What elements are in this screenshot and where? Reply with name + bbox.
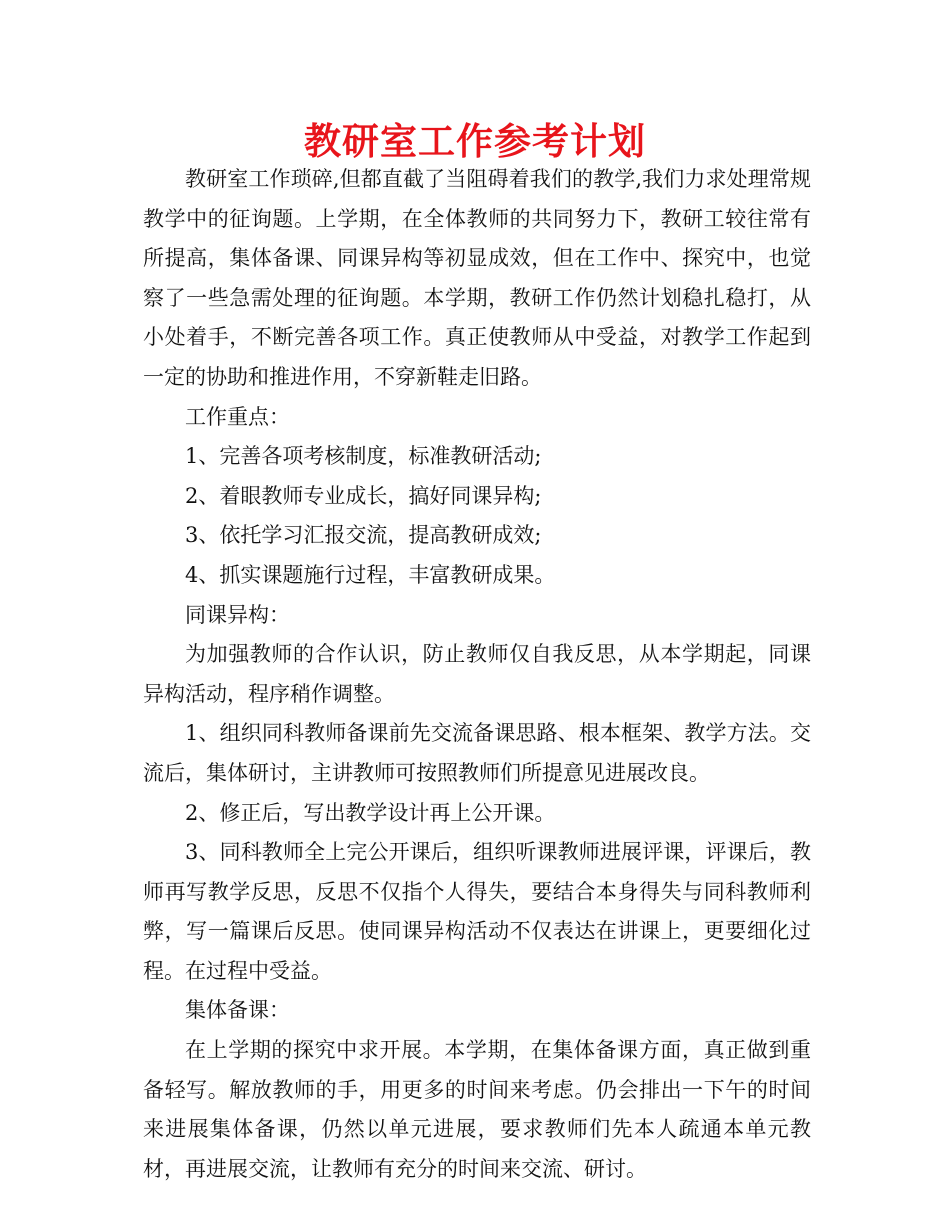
- collective-prep-paragraph: 在上学期的探究中求开展。本学期，在集体备课方面，真正做到重备轻写。解放教师的手，用更多的时间来考虑。仍会排出一下午的时间来进展集体备课，仍然以单元进展，要求教师们先本人疏通本单元教材，再进展交流，让教师有充分的时间来交流、研讨。: [143, 1038, 811, 1181]
- same-lesson-step-1: 1、组织同科教师备课前先交流备课思路、根本框架、教学方法。交流后，集体研讨，主讲教师可按照教师们所提意见进展改良。: [143, 721, 811, 785]
- focus-item-2: 2、着眼教师专业成长，搞好同课异构;: [185, 483, 542, 508]
- intro-paragraph: 教研室工作琐碎,但都直截了当阻碍着我们的教学,我们力求处理常规教学中的征询题。上学期，在全体教师的共同努力下，教研工较往常有所提高，集体备课、同课异构等初显成效，但在工作中、探究中，也觉察了一些急需处理的征询题。本学期，教研工作仍然计划稳扎稳打，从小处着手，不断完善各项工作。真正使教师从中受益，对教学工作起到一定的协助和推进作用，不穿新鞋走旧路。: [143, 167, 811, 389]
- same-lesson-step-2: 2、修正后，写出教学设计再上公开课。: [185, 800, 556, 825]
- section-heading-same-lesson: 同课异构：: [185, 602, 290, 627]
- focus-item-3: 3、依托学习汇报交流，提高教研成效;: [185, 523, 542, 548]
- same-lesson-step-3: 3、同科教师全上完公开课后，组织听课教师进展评课，评课后，教师再写教学反思，反思不仅指个人得失，要结合本身得失与同科教师利弊，写一篇课后反思。使同课异构活动不仅表达在讲课上，更要细化过程。在过程中受益。: [143, 840, 811, 983]
- focus-item-4: 4、抓实课题施行过程，丰富教研成果。: [185, 562, 556, 587]
- document-title: 教研室工作参考计划: [304, 120, 646, 163]
- focus-item-1: 1、完善各项考核制度，标准教研活动;: [185, 444, 542, 469]
- section-heading-collective-prep: 集体备课：: [185, 998, 290, 1023]
- same-lesson-intro: 为加强教师的合作认识，防止教师仅自我反思，从本学期起，同课异构活动，程序稍作调整。: [143, 642, 811, 706]
- document-body: [143, 160, 811, 1189]
- section-heading-focus: 工作重点：: [185, 404, 290, 429]
